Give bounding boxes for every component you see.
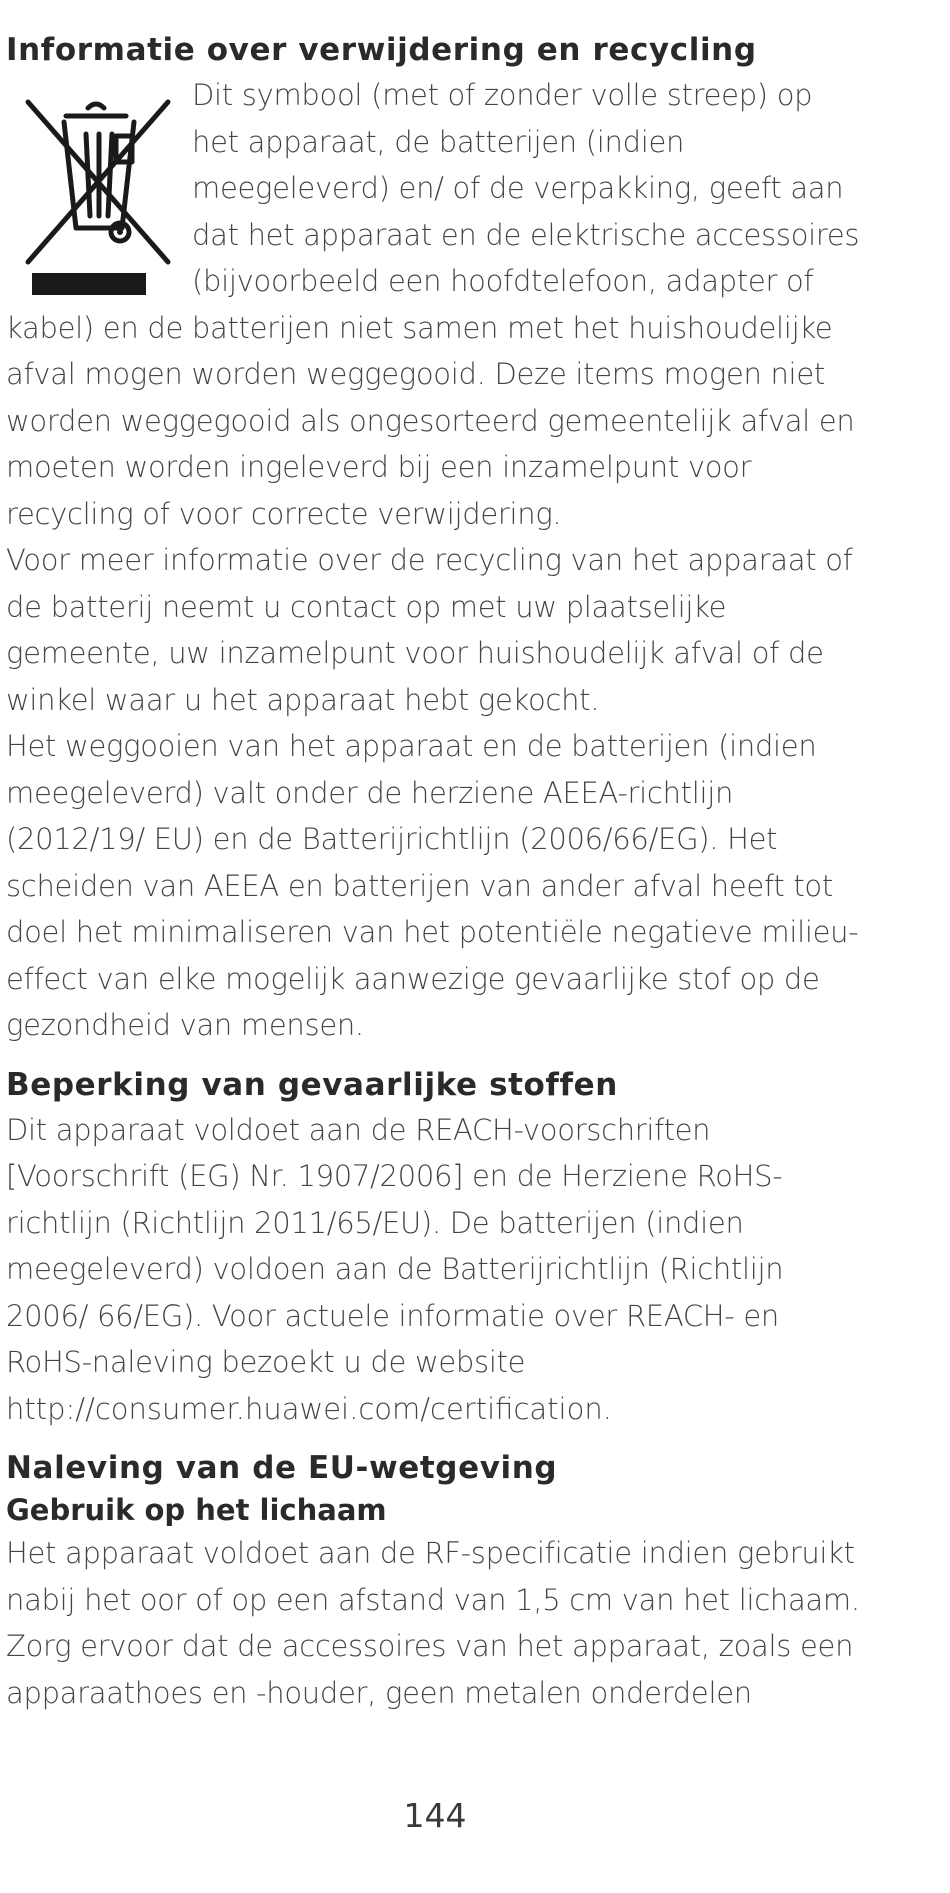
hazardous-heading: Beperking van gevaarlijke stoffen	[6, 1066, 618, 1103]
disposal-heading: Informatie over verwijdering en recycling	[6, 32, 757, 68]
hazardous-paragraph: Dit apparaat voldoet aan de REACH-voorschriften [Voorschrift (EG) Nr. 1907/2006] en de Herziene RoHS-richtlijn (Richtlijn 2011/65/EU). De batterijen (indien meegeleverd) voldoen aan de Batterijrichtlijn (Richtlijn 2006/ 66/EG). Voor actuele informatie over REACH- en RoHS-naleving bezoekt u de website	[6, 1112, 784, 1379]
eu-paragraph: Het apparaat voldoet aan de RF-specificatie indien gebruikt nabij het oor of op een afstand van 1,5 cm van het lichaam. Zorg ervoor dat de accessoires van het apparaat, zoals een apparaathoes en -houder, geen metalen onderdelen	[6, 1536, 860, 1710]
page-number: 144	[403, 1796, 467, 1835]
certification-link[interactable]: http://consumer.huawei.com/certification.	[6, 1391, 612, 1426]
disposal-paragraph-1: Dit symbool (met of zonder volle streep) op het apparaat, de batterijen (indien meegeleverd) en/ of de verpakking, geeft aan dat het apparaat en de elektrische accessoires (bijvoorbeeld een hoofdtelefoon, adapter of kabel) en de batterijen niet samen met het huishoudelijke afval mogen worden weggegooid. Deze items mogen niet worden weggegooid als ongesorteerd gemeentelijk afval en moeten worden ingeleverd bij een inzamelpunt voor recycling of voor correcte verwijdering.	[6, 78, 860, 531]
eu-heading: Naleving van de EU-wetgeving	[6, 1450, 558, 1486]
disposal-paragraph-3: Het weggooien van het apparaat en de batterijen (indien meegeleverd) valt onder de herziene AEEA-richtlijn (2012/19/ EU) en de Batterijrichtlijn (2006/66/EG). Het scheiden van AEEA en batterijen van ander afval heeft tot doel het minimaliseren van het potentiële negatieve milieu-effect van elke mogelijk aanwezige gevaarlijke stof op de gezondheid van mensen.	[6, 729, 859, 1042]
disposal-block	[6, 72, 866, 537]
disposal-paragraph-2: Voor meer informatie over de recycling van het apparaat of de batterij neemt u contact op met uw plaatselijke gemeente, uw inzamelpunt voor huishoudelijk afval of de winkel waar u het apparaat hebt gekocht.	[6, 543, 853, 717]
crossed-out-wheeled-bin-icon	[6, 78, 192, 298]
document-page	[6, 28, 866, 1716]
eu-subheading: Gebruik op het lichaam	[6, 1493, 387, 1527]
